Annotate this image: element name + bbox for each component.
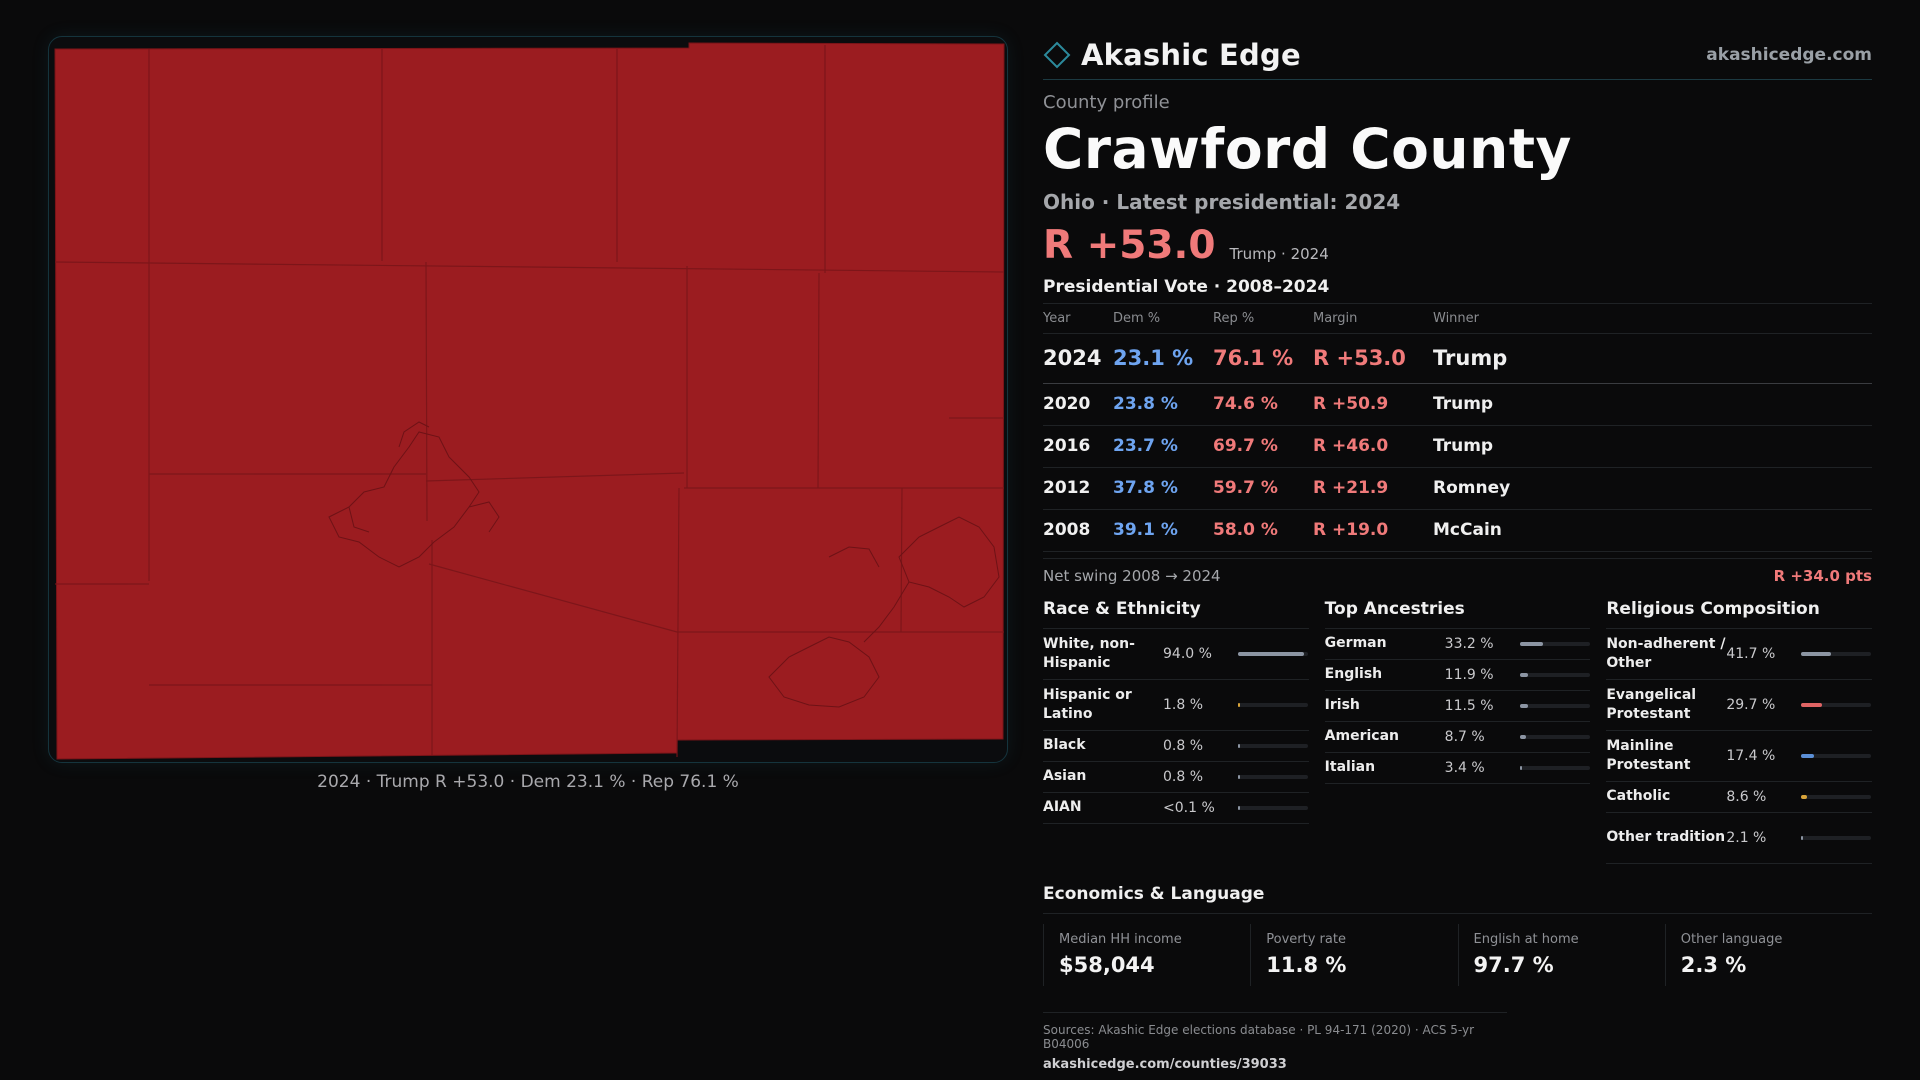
stat-row: [1325, 722, 1591, 753]
stat-row: [1043, 762, 1309, 793]
economics-title: Economics & Language: [1043, 884, 1872, 914]
table-row: [1043, 509, 1872, 551]
cell-dem: 23.7 %: [1113, 425, 1213, 467]
cell-margin: R +21.9: [1313, 467, 1433, 509]
stat-bar: [1520, 642, 1590, 646]
ancestry-section: [1325, 599, 1591, 864]
stat-value: 94.0 %: [1163, 645, 1212, 662]
diamond-icon: [1043, 41, 1071, 69]
cell-rep: 59.7 %: [1213, 467, 1313, 509]
cell-margin: R +19.0: [1313, 509, 1433, 551]
stat-value: 2.1 %: [1726, 829, 1767, 846]
econ-card: [1665, 924, 1872, 986]
stat-bar: [1801, 703, 1871, 707]
col-year: Year: [1043, 303, 1113, 333]
stat-bar: [1238, 806, 1308, 810]
cell-dem: 39.1 %: [1113, 509, 1213, 551]
cell-year: 2016: [1043, 425, 1113, 467]
stat-bar-fill: [1801, 754, 1813, 758]
demographics: [1043, 599, 1872, 864]
econ-card: [1458, 924, 1665, 986]
stat-bar: [1520, 766, 1590, 770]
stat-label: English: [1324, 666, 1383, 683]
stat-value: 33.2 %: [1444, 635, 1494, 652]
stat-value: <0.1 %: [1163, 799, 1215, 816]
sources-text: Sources: Akashic Edge elections database · PL 94-171 (2020) · ACS 5-yr B04006: [1043, 1022, 1475, 1051]
margin-value: R +53.0: [1043, 222, 1216, 268]
col-winner: Winner: [1433, 303, 1872, 333]
col-dem: Dem %: [1113, 303, 1213, 333]
econ-card: [1043, 924, 1250, 986]
stat-label: Asian: [1043, 768, 1087, 785]
cell-year: 2012: [1043, 467, 1113, 509]
econ-label: Other language: [1680, 931, 1783, 947]
stat-bar: [1801, 652, 1871, 656]
stat-bar-fill: [1801, 703, 1822, 707]
stat-label: Irish: [1324, 697, 1360, 714]
econ-value: 11.8 %: [1266, 952, 1347, 977]
stat-bar-fill: [1238, 775, 1240, 779]
stat-row: [1325, 629, 1591, 660]
stat-label: Non-adherent / Other: [1606, 636, 1726, 671]
stat-value: 11.5 %: [1444, 697, 1494, 714]
cell-dem: 37.8 %: [1113, 467, 1213, 509]
stat-value: 0.8 %: [1163, 768, 1204, 785]
cell-margin: R +53.0: [1313, 333, 1433, 383]
stat-bar: [1801, 795, 1871, 799]
cell-year: 2008: [1043, 509, 1113, 551]
stat-bar: [1801, 754, 1871, 758]
econ-label: Poverty rate: [1266, 931, 1346, 947]
cell-rep: 76.1 %: [1213, 333, 1313, 383]
stat-bar-fill: [1801, 836, 1803, 840]
stat-bar-fill: [1801, 795, 1807, 799]
stat-row: [1606, 813, 1872, 864]
swing-label: Net swing 2008 → 2024: [1043, 566, 1221, 585]
stat-label: German: [1324, 635, 1387, 652]
stat-bar-fill: [1238, 652, 1304, 656]
econ-value: $58,044: [1059, 952, 1155, 977]
stat-value: 3.4 %: [1444, 759, 1485, 776]
table-row: [1043, 383, 1872, 425]
economics-cards: [1043, 924, 1872, 986]
votes-header-row: [1043, 303, 1872, 333]
stat-value: 8.6 %: [1726, 788, 1767, 805]
econ-value: 97.7 %: [1473, 952, 1554, 977]
stat-row: [1606, 629, 1872, 680]
stat-label: Evangelical Protestant: [1606, 687, 1697, 722]
stat-value: 1.8 %: [1163, 696, 1204, 713]
econ-value: 2.3 %: [1680, 952, 1747, 977]
stat-row: [1606, 680, 1872, 731]
stat-bar-fill: [1520, 766, 1522, 770]
stat-bar: [1520, 735, 1590, 739]
stat-value: 41.7 %: [1726, 645, 1776, 662]
stat-bar-fill: [1238, 703, 1240, 707]
cell-winner: McCain: [1433, 509, 1872, 551]
cell-rep: 69.7 %: [1213, 425, 1313, 467]
margin-note: Trump · 2024: [1229, 244, 1329, 263]
votes-title: Presidential Vote · 2008–2024: [1043, 276, 1330, 297]
cell-margin: R +46.0: [1313, 425, 1433, 467]
stat-label: White, non-Hispanic: [1043, 636, 1135, 671]
col-rep: Rep %: [1213, 303, 1313, 333]
stat-label: AIAN: [1043, 799, 1082, 816]
cell-winner: Trump: [1433, 425, 1872, 467]
stat-row: [1325, 660, 1591, 691]
table-row: [1043, 467, 1872, 509]
stat-value: 8.7 %: [1444, 728, 1485, 745]
stat-value: 17.4 %: [1726, 747, 1776, 764]
stat-row: [1325, 691, 1591, 722]
stat-label: Catholic: [1606, 788, 1671, 805]
stat-bar: [1238, 703, 1308, 707]
stat-bar: [1801, 836, 1871, 840]
econ-label: English at home: [1473, 931, 1579, 947]
stat-bar-fill: [1238, 744, 1240, 748]
county-map-svg: [49, 37, 1008, 763]
religion-section: [1606, 599, 1872, 864]
site-link[interactable]: akashicedge.com: [1706, 44, 1872, 65]
stat-row: [1606, 731, 1872, 782]
cell-winner: Romney: [1433, 467, 1872, 509]
stat-bar-fill: [1520, 642, 1543, 646]
cell-year: 2024: [1043, 333, 1113, 383]
race-title: Race & Ethnicity: [1043, 599, 1309, 629]
stat-bar-fill: [1520, 704, 1528, 708]
stat-value: 11.9 %: [1444, 666, 1494, 683]
stat-bar: [1238, 652, 1308, 656]
stat-row: [1606, 782, 1872, 813]
profile-panel: [1043, 30, 1872, 1072]
stat-bar: [1520, 673, 1590, 677]
brand[interactable]: [1043, 38, 1301, 72]
stat-row: [1043, 629, 1309, 680]
table-row: [1043, 425, 1872, 467]
col-margin: Margin: [1313, 303, 1433, 333]
table-row: [1043, 333, 1872, 383]
stat-bar-fill: [1520, 673, 1528, 677]
brand-name: Akashic Edge: [1081, 37, 1301, 72]
race-section: [1043, 599, 1309, 864]
ancestry-title: Top Ancestries: [1325, 599, 1591, 629]
stat-label: Hispanic or Latino: [1043, 687, 1132, 722]
stat-label: Black: [1043, 737, 1086, 754]
cell-rep: 74.6 %: [1213, 383, 1313, 425]
stat-bar: [1520, 704, 1590, 708]
votes-table: [1043, 303, 1872, 552]
sources: [1043, 1012, 1507, 1072]
econ-card: [1250, 924, 1457, 986]
page-title: Crawford County: [1043, 117, 1572, 181]
stat-bar-fill: [1238, 806, 1240, 810]
stat-label: Other tradition: [1606, 829, 1726, 846]
stat-row: [1043, 793, 1309, 824]
stat-row: [1325, 753, 1591, 784]
stat-label: Mainline Protestant: [1606, 738, 1691, 773]
cell-dem: 23.8 %: [1113, 383, 1213, 425]
headline-margin: [1043, 222, 1872, 268]
stat-bar: [1238, 744, 1308, 748]
county-map[interactable]: [48, 36, 1008, 763]
cell-year: 2020: [1043, 383, 1113, 425]
map-caption: 2024 · Trump R +53.0 · Dem 23.1 % · Rep 76.1 %: [317, 772, 739, 792]
net-swing: [1043, 558, 1872, 585]
religion-title: Religious Composition: [1606, 599, 1872, 629]
stat-row: [1043, 731, 1309, 762]
profile-subtitle: Ohio · Latest presidential: 2024: [1043, 189, 1401, 214]
stat-value: 0.8 %: [1163, 737, 1204, 754]
stat-value: 29.7 %: [1726, 696, 1776, 713]
cell-rep: 58.0 %: [1213, 509, 1313, 551]
stat-bar: [1238, 775, 1308, 779]
stat-label: Italian: [1324, 759, 1376, 776]
source-link[interactable]: akashicedge.com/counties/39033: [1043, 1056, 1287, 1072]
header: [1043, 30, 1872, 80]
cell-winner: Trump: [1433, 333, 1872, 383]
swing-value: R +34.0 pts: [1773, 566, 1872, 585]
cell-margin: R +50.9: [1313, 383, 1433, 425]
profile-kicker: County profile: [1043, 92, 1170, 113]
stat-row: [1043, 680, 1309, 731]
stat-label: American: [1324, 728, 1400, 745]
econ-label: Median HH income: [1059, 931, 1182, 947]
stat-bar-fill: [1801, 652, 1830, 656]
cell-dem: 23.1 %: [1113, 333, 1213, 383]
stat-bar-fill: [1520, 735, 1526, 739]
cell-winner: Trump: [1433, 383, 1872, 425]
